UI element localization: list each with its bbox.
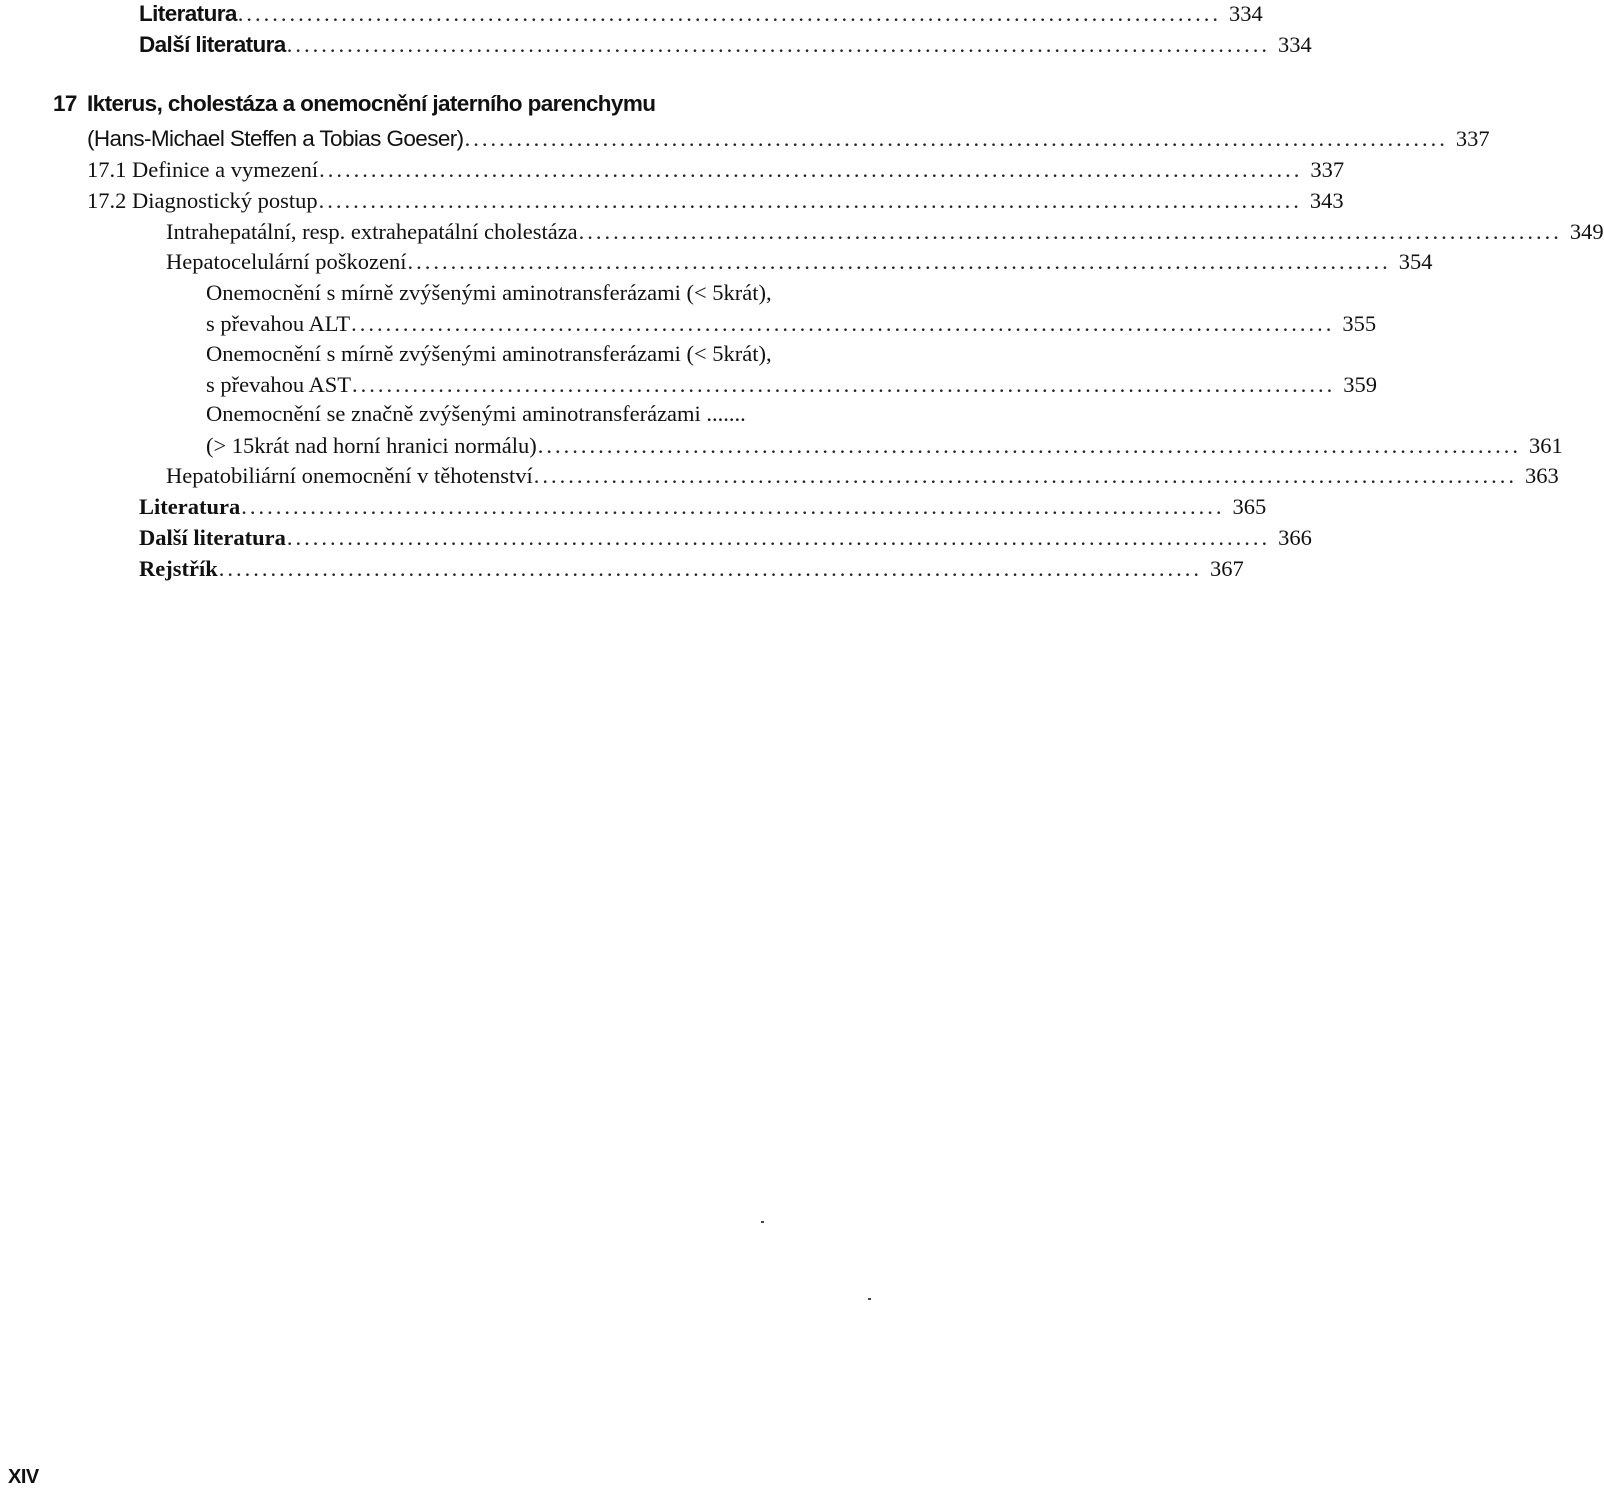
toc-entry-label: s převahou AST	[206, 372, 351, 397]
dot-leader: ..................................................................................................................	[319, 157, 1303, 182]
toc-entry-tehotenstvi	[166, 459, 1559, 489]
toc-entry-dalsi-literatura-2	[139, 521, 1312, 551]
scan-speck	[761, 1221, 764, 1223]
chapter-authors-entry	[87, 122, 1490, 152]
toc-entry-label: Další literatura	[139, 32, 286, 57]
dot-leader: ..................................................................................................................	[241, 494, 1225, 519]
toc-entry-15krat	[206, 429, 1563, 459]
toc-entry-literatura-2	[139, 490, 1267, 520]
dot-leader: ..................................................................................................................	[351, 311, 1335, 336]
toc-page-number: 365	[1232, 494, 1267, 519]
chapter-authors: (Hans-Michael Steffen a Tobias Goeser)	[87, 126, 464, 151]
chapter-number: 17	[53, 91, 77, 116]
scan-speck	[868, 1298, 871, 1300]
toc-entry-rejstrik	[139, 552, 1244, 582]
toc-page-number: 366	[1278, 525, 1312, 550]
dot-leader: ..................................................................................................................	[237, 1, 1222, 26]
dot-leader: ..................................................................................................................	[318, 188, 1302, 213]
toc-page-number: 337	[1455, 126, 1490, 151]
toc-page-number: 363	[1525, 463, 1559, 488]
toc-entry-prevaha-alt	[206, 307, 1377, 337]
toc-entry-line: Onemocnění s mírně zvýšenými aminotransferázami (< 5krát),	[206, 280, 772, 305]
toc-entry-dalsi-literatura	[139, 28, 1312, 58]
toc-entry-label: (> 15krát nad horní hranici normálu)	[206, 433, 537, 458]
toc-page-number: 334	[1277, 32, 1312, 57]
toc-page-number: 361	[1528, 433, 1563, 458]
dot-leader: ..................................................................................................................	[537, 433, 1521, 458]
chapter-heading	[53, 91, 655, 117]
toc-entry-label: Rejstřík	[139, 556, 218, 581]
toc-entry-prevaha-ast	[206, 368, 1377, 398]
toc-page-number: 354	[1398, 249, 1433, 274]
toc-entry-label: Intrahepatální, resp. extrahepatální cholestáza	[166, 219, 578, 244]
dot-leader: ..................................................................................................................	[352, 372, 1336, 397]
toc-entry-line: Onemocnění se značně zvýšenými aminotransferázami .......	[206, 401, 746, 426]
toc-entry-hepatocelularni-poskozeni	[166, 245, 1433, 275]
toc-page-number: 367	[1209, 556, 1244, 581]
toc-entry-literatura	[139, 0, 1263, 27]
dot-leader: ..................................................................................................................	[464, 126, 1448, 151]
dot-leader: ..................................................................................................................	[533, 463, 1518, 488]
chapter-title: Ikterus, cholestáza a onemocnění jaterního parenchymu	[87, 91, 656, 116]
toc-entry-label: Hepatobiliární onemocnění v těhotenství	[166, 463, 533, 488]
dot-leader: ..................................................................................................................	[286, 32, 1270, 57]
toc-entry-label: s převahou ALT	[206, 311, 351, 336]
toc-entry-17-1	[87, 153, 1345, 183]
toc-entry-label: Literatura	[139, 1, 237, 26]
dot-leader: ..................................................................................................................	[578, 219, 1562, 244]
toc-page-number: 334	[1229, 1, 1263, 26]
dot-leader: ..................................................................................................................	[286, 525, 1271, 550]
toc-entry-line: Onemocnění s mírně zvýšenými aminotransferázami (< 5krát),	[206, 341, 772, 366]
toc-entry-label: 17.1 Definice a vymezení	[87, 157, 319, 182]
toc-entry-label: Hepatocelulární poškození	[166, 249, 407, 274]
toc-entry-17-2	[87, 184, 1344, 214]
page-number-label: XIV	[8, 1466, 39, 1488]
toc-page-number: 343	[1309, 188, 1344, 213]
toc-page-number: 355	[1342, 311, 1377, 336]
toc-entry-label: 17.2 Diagnostický postup	[87, 188, 318, 213]
toc-page-number: 337	[1310, 157, 1345, 182]
toc-entry-label: Další literatura	[139, 525, 286, 550]
toc-entry-label: Literatura	[139, 494, 241, 519]
toc-page-number: 359	[1343, 372, 1377, 397]
toc-page-number: 349	[1569, 219, 1604, 244]
toc-entry-cholestaza	[166, 215, 1604, 245]
dot-leader: ..................................................................................................................	[218, 556, 1202, 581]
dot-leader: ..................................................................................................................	[407, 249, 1391, 274]
